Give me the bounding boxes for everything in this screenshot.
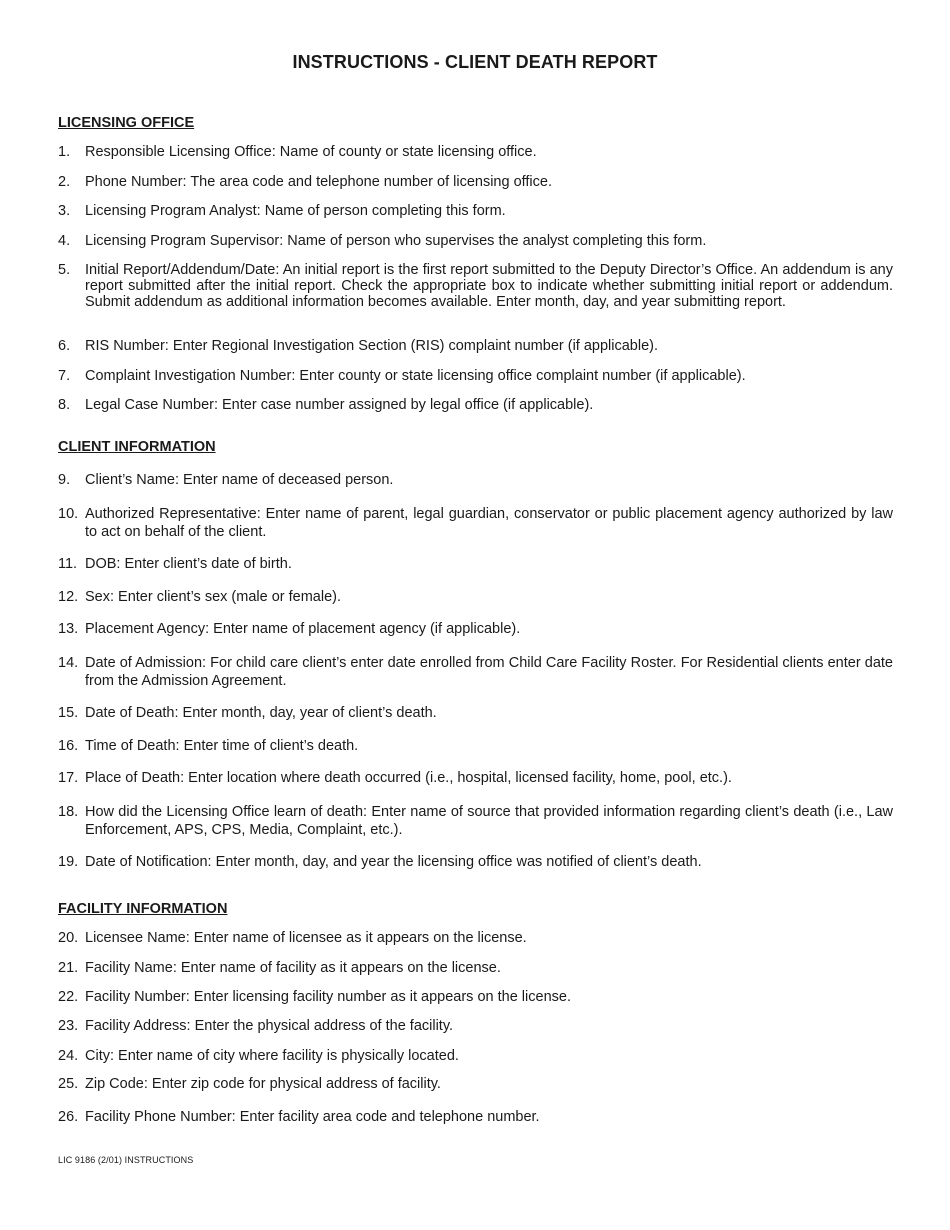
list-item — [58, 505, 893, 541]
item-number: 6. — [58, 338, 71, 354]
item-number: 14. — [58, 655, 79, 671]
item-text: How did the Licensing Office learn of death: Enter name of source that provided information regarding client’s death (i.e., Law Enforcement, APS, CPS, Media, Complaint, etc.). — [85, 804, 893, 838]
item-text: Date of Notification: Enter month, day, and year the licensing office was notified of client’s death. — [85, 854, 702, 870]
item-text: Phone Number: The area code and telephone number of licensing office. — [85, 174, 552, 190]
list-item — [58, 854, 893, 870]
item-text: Client’s Name: Enter name of deceased person. — [85, 472, 394, 488]
item-text: Licensee Name: Enter name of licensee as it appears on the license. — [85, 930, 527, 946]
list-item — [58, 174, 893, 190]
item-number: 15. — [58, 705, 79, 721]
item-number: 26. — [58, 1109, 79, 1125]
item-number: 2. — [58, 174, 71, 190]
section-heading-client-information: CLIENT INFORMATION — [58, 439, 216, 455]
list-item — [58, 989, 893, 1005]
item-number: 23. — [58, 1018, 79, 1034]
item-number: 10. — [58, 506, 79, 522]
list-item — [58, 1018, 893, 1034]
list-item — [58, 803, 893, 839]
list-item — [58, 262, 893, 310]
item-text: Complaint Investigation Number: Enter county or state licensing office complaint number (if applicable). — [85, 368, 746, 384]
item-number: 19. — [58, 854, 79, 870]
item-number: 16. — [58, 738, 79, 754]
item-number: 5. — [58, 262, 71, 278]
item-text: Licensing Program Supervisor: Name of person who supervises the analyst completing this form. — [85, 233, 707, 249]
item-number: 11. — [58, 556, 78, 572]
list-item — [58, 472, 893, 488]
item-text: Initial Report/Addendum/Date: An initial report is the first report submitted to the Deputy Director’s Office. An addendum is any report submitted after the initial report. Check the appropriate box to indicate whether submitting initial report or addendum. Submit addendum as additional information becomes available. Enter month, day, and year submitting report. — [85, 262, 893, 310]
item-text: Authorized Representative: Enter name of parent, legal guardian, conservator or public placement agency authorized by law to act on behalf of the client. — [85, 506, 893, 540]
item-text: DOB: Enter client’s date of birth. — [85, 556, 292, 572]
item-text: Licensing Program Analyst: Name of person completing this form. — [85, 203, 506, 219]
section-heading-facility-information: FACILITY INFORMATION — [58, 901, 228, 917]
item-number: 20. — [58, 930, 79, 946]
item-number: 25. — [58, 1076, 79, 1092]
list-item — [58, 556, 893, 572]
item-number: 7. — [58, 368, 71, 384]
list-item — [58, 233, 893, 249]
item-text: RIS Number: Enter Regional Investigation Section (RIS) complaint number (if applicable). — [85, 338, 659, 354]
item-text: Facility Address: Enter the physical address of the facility. — [85, 1018, 454, 1034]
list-item — [58, 705, 893, 721]
list-item — [58, 1076, 893, 1092]
item-number: 13. — [58, 621, 79, 637]
list-item — [58, 397, 893, 413]
item-text: Legal Case Number: Enter case number assigned by legal office (if applicable). — [85, 397, 594, 413]
list-item — [58, 770, 893, 786]
item-text: Zip Code: Enter zip code for physical address of facility. — [85, 1076, 441, 1092]
list-item — [58, 621, 893, 637]
item-text: Sex: Enter client’s sex (male or female). — [85, 589, 341, 605]
list-item — [58, 338, 893, 354]
item-number: 9. — [58, 472, 71, 488]
list-item — [58, 144, 893, 160]
item-number: 21. — [58, 960, 79, 976]
item-text: Time of Death: Enter time of client’s death. — [85, 738, 359, 754]
list-item — [58, 368, 893, 384]
list-item — [58, 589, 893, 605]
item-number: 12. — [58, 589, 79, 605]
item-number: 18. — [58, 804, 79, 820]
item-number: 17. — [58, 770, 79, 786]
item-text: Responsible Licensing Office: Name of county or state licensing office. — [85, 144, 537, 160]
list-item — [58, 738, 893, 754]
list-item — [58, 960, 893, 976]
item-number: 3. — [58, 203, 71, 219]
item-number: 1. — [58, 144, 71, 160]
item-text: Date of Admission: For child care client’s enter date enrolled from Child Care Facility Roster. For Residential clients enter date from the Admission Agreement. — [85, 655, 893, 689]
item-text: Place of Death: Enter location where death occurred (i.e., hospital, licensed facility, home, pool, etc.). — [85, 770, 732, 786]
list-item — [58, 654, 893, 690]
page-title: INSTRUCTIONS - CLIENT DEATH REPORT — [292, 52, 658, 72]
item-number: 8. — [58, 397, 71, 413]
list-item — [58, 930, 893, 946]
item-number: 22. — [58, 989, 79, 1005]
list-item — [58, 1048, 893, 1064]
item-text: City: Enter name of city where facility is physically located. — [85, 1048, 459, 1064]
list-item — [58, 1109, 893, 1125]
item-number: 24. — [58, 1048, 79, 1064]
item-number: 4. — [58, 233, 71, 249]
form-footer-code: LIC 9186 (2/01) INSTRUCTIONS — [58, 1155, 194, 1165]
item-text: Date of Death: Enter month, day, year of client’s death. — [85, 705, 437, 721]
list-item — [58, 203, 893, 219]
item-text: Facility Number: Enter licensing facility number as it appears on the license. — [85, 989, 571, 1005]
item-text: Facility Name: Enter name of facility as it appears on the license. — [85, 960, 501, 976]
item-text: Placement Agency: Enter name of placement agency (if applicable). — [85, 621, 521, 637]
section-heading-licensing-office: LICENSING OFFICE — [58, 115, 195, 131]
item-text: Facility Phone Number: Enter facility area code and telephone number. — [85, 1109, 540, 1125]
